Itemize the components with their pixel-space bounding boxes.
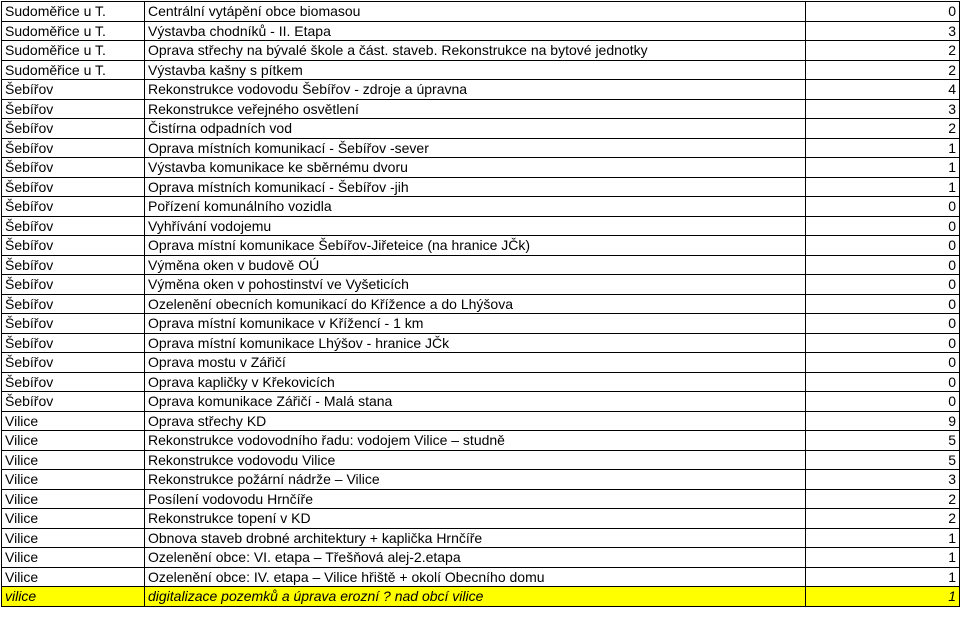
cell-akce: Čistírna odpadních vod [145, 119, 806, 139]
cell-akce: Rekonstrukce vodovodu Šebířov - zdroje a úpravna [145, 80, 806, 100]
table-row [2, 372, 960, 392]
table-row [2, 314, 960, 334]
table-row [2, 450, 960, 470]
cell-hodnota: 0 [806, 197, 960, 217]
cell-akce: digitalizace pozemků a úprava erozní ? nad obcí vilice [145, 587, 806, 607]
cell-obec: Vilice [2, 450, 145, 470]
cell-obec: Vilice [2, 528, 145, 548]
cell-akce: Oprava mostu v Zářičí [145, 353, 806, 373]
cell-hodnota: 2 [806, 41, 960, 61]
cell-hodnota: 1 [806, 548, 960, 568]
cell-hodnota: 0 [806, 314, 960, 334]
cell-hodnota: 9 [806, 411, 960, 431]
table-row [2, 138, 960, 158]
cell-hodnota: 0 [806, 372, 960, 392]
cell-hodnota: 4 [806, 80, 960, 100]
cell-hodnota: 1 [806, 158, 960, 178]
cell-hodnota: 0 [806, 216, 960, 236]
cell-akce: Posílení vodovodu Hrnčíře [145, 489, 806, 509]
cell-akce: Ozelenění obce: IV. etapa – Vilice hřiště + okolí Obecního domu [145, 567, 806, 587]
cell-obec: Šebířov [2, 255, 145, 275]
projects-table [1, 1, 960, 607]
cell-akce: Rekonstrukce vodovodu Vilice [145, 450, 806, 470]
table-row [2, 2, 960, 22]
table-row [2, 548, 960, 568]
table-row [2, 60, 960, 80]
cell-hodnota: 0 [806, 255, 960, 275]
cell-hodnota: 1 [806, 528, 960, 548]
table-row [2, 177, 960, 197]
cell-hodnota: 3 [806, 99, 960, 119]
cell-hodnota: 0 [806, 392, 960, 412]
cell-akce: Oprava kapličky v Křekovicích [145, 372, 806, 392]
cell-obec: Sudoměřice u T. [2, 21, 145, 41]
cell-akce: Pořízení komunálního vozidla [145, 197, 806, 217]
cell-obec: Šebířov [2, 333, 145, 353]
cell-akce: Oprava místní komunikace v Křížencí - 1 km [145, 314, 806, 334]
cell-hodnota: 0 [806, 333, 960, 353]
table-row [2, 158, 960, 178]
cell-hodnota: 2 [806, 60, 960, 80]
cell-obec: Šebířov [2, 353, 145, 373]
table-row [2, 509, 960, 529]
cell-obec: Šebířov [2, 372, 145, 392]
table-row [2, 587, 960, 607]
cell-obec: Vilice [2, 567, 145, 587]
table-row [2, 567, 960, 587]
table-row [2, 294, 960, 314]
cell-obec: Vilice [2, 470, 145, 490]
cell-akce: Ozelenění obecních komunikací do Křížence a do Lhýšova [145, 294, 806, 314]
table-row [2, 528, 960, 548]
cell-akce: Vyhřívání vodojemu [145, 216, 806, 236]
table-row [2, 333, 960, 353]
cell-hodnota: 0 [806, 236, 960, 256]
cell-obec: Sudoměřice u T. [2, 41, 145, 61]
table-row [2, 255, 960, 275]
cell-akce: Oprava místních komunikací - Šebířov -sever [145, 138, 806, 158]
cell-obec: Sudoměřice u T. [2, 2, 145, 22]
table-row [2, 431, 960, 451]
cell-obec: Vilice [2, 431, 145, 451]
cell-akce: Oprava střechy KD [145, 411, 806, 431]
cell-obec: Šebířov [2, 158, 145, 178]
table-row [2, 411, 960, 431]
cell-hodnota: 0 [806, 353, 960, 373]
cell-akce: Rekonstrukce veřejného osvětlení [145, 99, 806, 119]
cell-obec: Vilice [2, 548, 145, 568]
table-row [2, 80, 960, 100]
table-row [2, 41, 960, 61]
cell-hodnota: 2 [806, 489, 960, 509]
cell-obec: Šebířov [2, 80, 145, 100]
cell-akce: Oprava místní komunikace Lhýšov - hranice JČk [145, 333, 806, 353]
table-row [2, 21, 960, 41]
cell-akce: Ozelenění obce: VI. etapa – Třešňová alej-2.etapa [145, 548, 806, 568]
cell-obec: Šebířov [2, 138, 145, 158]
cell-obec: Sudoměřice u T. [2, 60, 145, 80]
cell-hodnota: 5 [806, 431, 960, 451]
table-row [2, 275, 960, 295]
table-body [2, 2, 960, 607]
cell-akce: Rekonstrukce topení v KD [145, 509, 806, 529]
cell-hodnota: 5 [806, 450, 960, 470]
cell-akce: Oprava místní komunikace Šebířov-Jiřeteice (na hranice JČk) [145, 236, 806, 256]
table-row [2, 489, 960, 509]
cell-obec: Šebířov [2, 294, 145, 314]
cell-akce: Oprava místních komunikací - Šebířov -jih [145, 177, 806, 197]
cell-obec: Vilice [2, 509, 145, 529]
cell-akce: Výstavba kašny s pítkem [145, 60, 806, 80]
table-row [2, 119, 960, 139]
cell-akce: Obnova staveb drobné architektury + kaplička Hrnčíře [145, 528, 806, 548]
cell-obec: Vilice [2, 411, 145, 431]
cell-hodnota: 1 [806, 567, 960, 587]
cell-akce: Rekonstrukce vodovodního řadu: vodojem Vilice – studně [145, 431, 806, 451]
table-row [2, 470, 960, 490]
cell-obec: Šebířov [2, 216, 145, 236]
cell-obec: Šebířov [2, 275, 145, 295]
cell-obec: Šebířov [2, 392, 145, 412]
cell-akce: Výměna oken v pohostinství ve Vyšeticích [145, 275, 806, 295]
cell-akce: Rekonstrukce požární nádrže – Vilice [145, 470, 806, 490]
cell-akce: Centrální vytápění obce biomasou [145, 2, 806, 22]
cell-obec: Šebířov [2, 99, 145, 119]
cell-hodnota: 1 [806, 587, 960, 607]
cell-obec: Šebířov [2, 177, 145, 197]
cell-akce: Výměna oken v budově OÚ [145, 255, 806, 275]
table-row [2, 353, 960, 373]
cell-hodnota: 0 [806, 2, 960, 22]
cell-hodnota: 2 [806, 119, 960, 139]
table-row [2, 236, 960, 256]
cell-obec: Vilice [2, 489, 145, 509]
cell-akce: Oprava střechy na bývalé škole a část. staveb. Rekonstrukce na bytové jednotky [145, 41, 806, 61]
table-row [2, 99, 960, 119]
table-row [2, 216, 960, 236]
cell-akce: Výstavba chodníků - II. Etapa [145, 21, 806, 41]
table-row [2, 197, 960, 217]
cell-hodnota: 2 [806, 509, 960, 529]
cell-hodnota: 0 [806, 275, 960, 295]
cell-akce: Oprava komunikace Zářičí - Malá stana [145, 392, 806, 412]
cell-obec: vilice [2, 587, 145, 607]
cell-obec: Šebířov [2, 119, 145, 139]
cell-hodnota: 3 [806, 21, 960, 41]
cell-obec: Šebířov [2, 314, 145, 334]
cell-akce: Výstavba komunikace ke sběrnému dvoru [145, 158, 806, 178]
table-row [2, 392, 960, 412]
cell-hodnota: 0 [806, 294, 960, 314]
cell-hodnota: 1 [806, 138, 960, 158]
cell-hodnota: 1 [806, 177, 960, 197]
cell-hodnota: 3 [806, 470, 960, 490]
cell-obec: Šebířov [2, 236, 145, 256]
cell-obec: Šebířov [2, 197, 145, 217]
